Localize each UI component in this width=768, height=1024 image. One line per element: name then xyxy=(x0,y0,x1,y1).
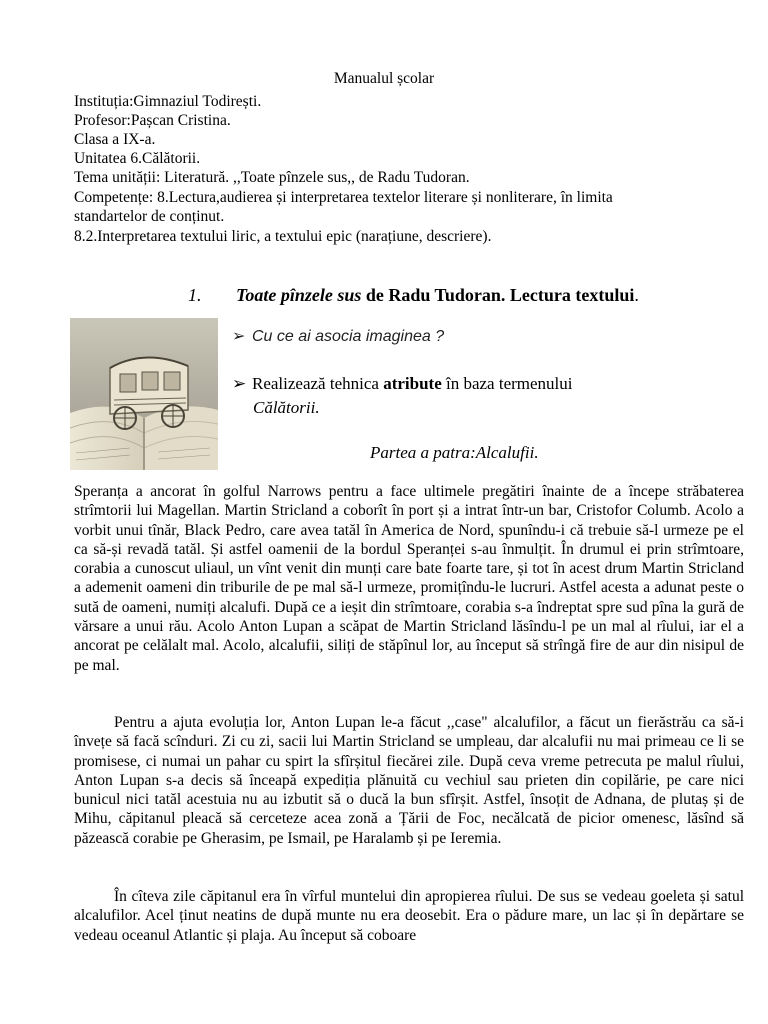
bullet-attributes-term: Călătorii. xyxy=(253,398,320,417)
bullet-attributes-bold: atribute xyxy=(383,374,442,393)
header-institution: Instituția:Gimnaziul Todirești. xyxy=(74,93,262,110)
document-title: Manualul școlar xyxy=(333,70,435,87)
part-subtitle: Partea a patra:Alcalufii. xyxy=(370,443,539,462)
header-class: Clasa a IX-a. xyxy=(74,131,156,148)
section-title-italic: Toate pînzele sus xyxy=(236,285,362,305)
header-teacher: Profesor:Pașcan Cristina. xyxy=(74,112,231,129)
bullet-associate-image xyxy=(232,326,444,346)
header-competences: Competențe: 8.Lectura,audierea și interpretarea textelor literare și nonliterare, în limita xyxy=(74,189,613,206)
bullet-attributes-pre: Realizează tehnica xyxy=(252,374,384,393)
section-heading xyxy=(188,285,639,306)
paragraph-1: Speranța a ancorat în golful Narrows pentru a face ultimele pregătiri înainte de a începe străbaterea strîmtorii lui Magellan. Martin Stricland a coborît în port și a intrat într-un bar, Cristofor Columb. Acolo a vorbit unui tînăr, Black Pedro, care avea tatăl în America de Nord, spunîndu-i că trebuie să-l urmeze pe el ca să-și revadă tatăl. Și astfel oamenii de la bordul Speranței s-au înmulțit. În drumul ei prin strîmtoare, corabia a cunoscut uliaul, un vînt venit din munți care bate foarte tare, și tot în acest drum Martin Stricland a ademenit oameni din triburile de pe mal să-l urmeze, promițîndu-le lucruri. Astfel acesta a adunat peste o sută de oameni, numiți alcalufi. După ce a ieșit din strîmtoare, corabia s-a îndreptat spre sud pîna la gură de vărsare a unui rău. Acolo Anton Lupan a scăpat de Martin Stricland lăsîndu-l pe un mal al rîului, iar el a ancorat pe celălalt mal. Acolo, alcalufii, siliți de stăpînul lor, au început să strîngă fire de aur din nisipul de pe mal. xyxy=(74,483,744,674)
header-unit: Unitatea 6.Călătorii. xyxy=(74,150,201,167)
bullet-associate-text: Cu ce ai asocia imaginea ? xyxy=(252,328,445,345)
bullet-attributes-technique xyxy=(232,374,573,394)
bullet-attributes-post: în baza termenului xyxy=(441,374,573,393)
book-carriage-illustration xyxy=(70,318,218,470)
arrow-bullet-icon: ➢ xyxy=(232,328,246,345)
header-theme: Tema unității: Literatură. ,,Toate pînzele sus,, de Radu Tudoran. xyxy=(74,169,470,186)
arrow-bullet-icon: ➢ xyxy=(232,374,247,393)
paragraph-3: În cîteva zile căpitanul era în vîrful muntelui din apropierea rîului. De sus se vedeau goeleta și satul alcalufilor. Acel ținut neatins de după munte nu era deosebit. Era o pădure mare, un lac și în depărtare se vedeau oceanul Atlantic și plaja. Au început să coboare xyxy=(74,888,744,944)
header-competences-cont: standartelor de conținut. xyxy=(74,208,225,225)
paragraph-2: Pentru a ajuta evoluția lor, Anton Lupan le-a făcut ,,case" alcalufilor, a făcut un fierăstrău ca să-i învețe să facă scînduri. Zi cu zi, sacii lui Martin Stricland se umpleau, dar alcalufii nu mai primeau ce li se promisese, ci numai un pahar cu spirt la sfîrșitul fiecărei zile. După ceva vreme petrecuta pe malul rîului, Anton Lupan s-a decis să înceapă expediția plănuită cu vechiul sau prieten din copilărie, pe care nici bunicul nici tatăl acestuia nu au izbutit să o ducă la bun sfîrșit. Astfel, însoțit de Adnana, de plutaș și de Mihu, căpitanul pleacă să cerceteze acea zonă a Țării de Foc, necălcată de picior omenesc, lăsînd să păzească corabie pe Gherasim, pe Ismail, pe Haralamb și pe Ieremia. xyxy=(74,714,744,847)
book-carriage-image xyxy=(70,318,218,470)
section-title-end: . xyxy=(634,285,639,305)
section-title-rest: de Radu Tudoran. Lectura textului xyxy=(361,285,635,305)
header-subcompetence: 8.2.Interpretarea textului liric, a textului epic (narațiune, descriere). xyxy=(74,228,492,245)
section-number: 1. xyxy=(188,285,202,305)
